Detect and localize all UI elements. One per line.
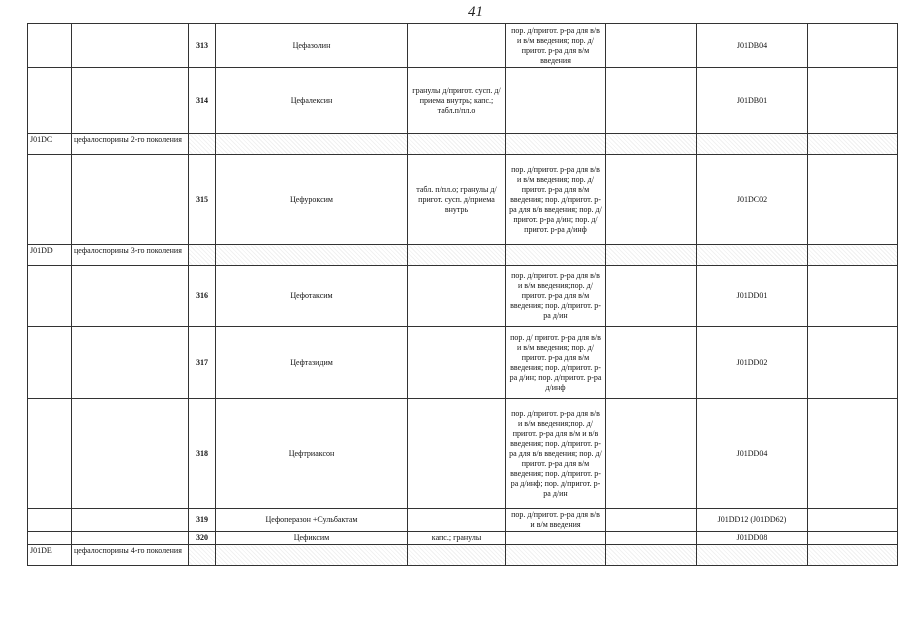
group-row <box>28 545 898 566</box>
page-number: 41 <box>468 4 483 20</box>
row-number: 315 <box>189 155 216 245</box>
table-row <box>28 266 898 327</box>
group-code-cell <box>28 155 72 245</box>
drug-name: Цефиксим <box>216 532 408 545</box>
extra-cell <box>808 509 898 532</box>
table-row <box>28 68 898 134</box>
atc-code: J01DD12 (J01DD62) <box>697 509 808 532</box>
extra-cell <box>808 532 898 545</box>
injection-forms: пор. д/пригот. р-ра для в/в и в/м введения <box>506 509 606 532</box>
atc-code: J01DB01 <box>697 68 808 134</box>
group-code-cell <box>28 68 72 134</box>
row-number: 317 <box>189 327 216 399</box>
row-number: 314 <box>189 68 216 134</box>
extra-cell <box>606 24 697 68</box>
row-number: 320 <box>189 532 216 545</box>
group-name-cell <box>72 399 189 509</box>
injection-forms: пор. д/пригот. р-ра для в/в и в/м введения; пор. д/пригот. р-ра для в/м введения <box>506 24 606 68</box>
row-number: 318 <box>189 399 216 509</box>
group-name: цефалоспорины 3-го поколения <box>72 245 189 266</box>
table-row <box>28 532 898 545</box>
extra-cell <box>808 327 898 399</box>
group-name-cell <box>72 68 189 134</box>
group-name-cell <box>72 509 189 532</box>
group-code: J01DC <box>28 134 72 155</box>
injection-forms: пор. д/пригот. р-ра для в/в и в/м введения; пор. д/пригот. р-ра для в/м введения; пор. д/пригот. р-ра для в/в введения; пор. д/пригот. р-ра д/ин; пор. д/пригот. р-ра д/инф <box>506 155 606 245</box>
atc-code: J01DD04 <box>697 399 808 509</box>
drug-name: Цефоперазон +Сульбактам <box>216 509 408 532</box>
oral-forms <box>408 327 506 399</box>
group-name-cell <box>72 155 189 245</box>
drug-name: Цефотаксим <box>216 266 408 327</box>
extra-cell <box>606 266 697 327</box>
atc-code: J01DD02 <box>697 327 808 399</box>
group-name-cell <box>72 532 189 545</box>
table-row <box>28 399 898 509</box>
group-name-cell <box>72 266 189 327</box>
extra-cell <box>606 509 697 532</box>
atc-code: J01DC02 <box>697 155 808 245</box>
table-row <box>28 327 898 399</box>
oral-forms <box>408 399 506 509</box>
table-row <box>28 155 898 245</box>
extra-cell <box>808 266 898 327</box>
extra-cell <box>606 327 697 399</box>
extra-cell <box>808 155 898 245</box>
extra-cell <box>606 399 697 509</box>
oral-forms <box>408 24 506 68</box>
group-code-cell <box>28 399 72 509</box>
group-code: J01DD <box>28 245 72 266</box>
row-number: 313 <box>189 24 216 68</box>
injection-forms: пор. д/ пригот. р-ра для в/в и в/м введения; пор. д/пригот. р-ра для в/м введения; пор. д/пригот. р-ра д/ин; пор. д/пригот. р-ра д/инф <box>506 327 606 399</box>
drug-table <box>27 23 898 566</box>
row-number: 319 <box>189 509 216 532</box>
group-code: J01DE <box>28 545 72 566</box>
extra-cell <box>606 532 697 545</box>
injection-forms: пор. д/пригот. р-ра для в/в и в/м введения;пор. д/пригот. р-ра для в/м введения; пор. д/пригот. р-ра д/ин <box>506 266 606 327</box>
group-name-cell <box>72 327 189 399</box>
extra-cell <box>808 399 898 509</box>
drug-name: Цефазолин <box>216 24 408 68</box>
extra-cell <box>808 68 898 134</box>
group-code-cell <box>28 327 72 399</box>
group-name-cell <box>72 24 189 68</box>
drug-name: Цефтриаксон <box>216 399 408 509</box>
injection-forms <box>506 68 606 134</box>
group-name: цефалоспорины 2-го поколения <box>72 134 189 155</box>
group-code-cell <box>28 509 72 532</box>
oral-forms <box>408 509 506 532</box>
drug-name: Цефуроксим <box>216 155 408 245</box>
injection-forms <box>506 532 606 545</box>
group-code-cell <box>28 24 72 68</box>
group-row <box>28 245 898 266</box>
group-code-cell <box>28 266 72 327</box>
extra-cell <box>606 68 697 134</box>
group-code-cell <box>28 532 72 545</box>
oral-forms <box>408 266 506 327</box>
table-row <box>28 509 898 532</box>
injection-forms: пор. д/пригот. р-ра для в/в и в/м введения;пор. д/пригот. р-ра для в/м и в/в введения; пор. д/пригот. р-ра для в/в введения; пор. д/пригот. р-ра для в/м введения; пор. д/пригот. р-ра д/инф; пор. д/пригот. р-ра д/ин <box>506 399 606 509</box>
row-number: 316 <box>189 266 216 327</box>
table-row <box>28 24 898 68</box>
oral-forms: табл. п/пл.о; гранулы д/пригот. сусп. д/приема внутрь <box>408 155 506 245</box>
drug-name: Цефтазидим <box>216 327 408 399</box>
oral-forms: гранулы д/пригот. сусп. д/приема внутрь; капс.; табл.п/пл.о <box>408 68 506 134</box>
atc-code: J01DD01 <box>697 266 808 327</box>
group-row <box>28 134 898 155</box>
atc-code: J01DB04 <box>697 24 808 68</box>
extra-cell <box>606 155 697 245</box>
oral-forms: капс.; гранулы <box>408 532 506 545</box>
drug-name: Цефалексин <box>216 68 408 134</box>
extra-cell <box>808 24 898 68</box>
group-name: цефалоспорины 4-го поколения <box>72 545 189 566</box>
atc-code: J01DD08 <box>697 532 808 545</box>
